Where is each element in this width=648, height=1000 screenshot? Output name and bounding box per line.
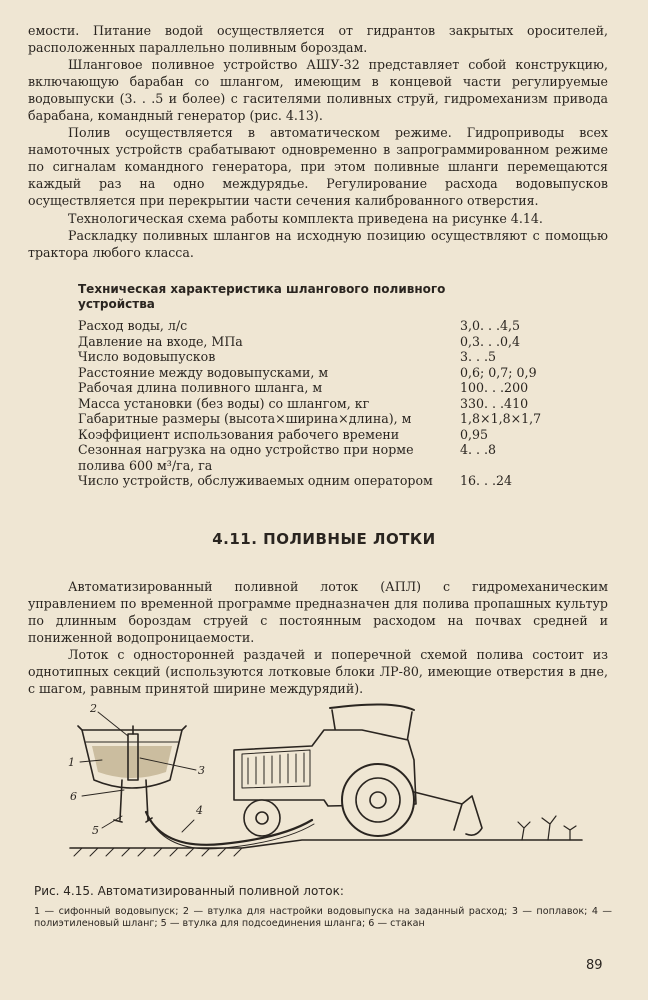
section-heading: 4.11. ПОЛИВНЫЕ ЛОТКИ: [212, 530, 436, 548]
paragraph-hose-layout: Раскладку поливных шлангов на исходную позицию осуществляют с помощью трактора любого класса.: [28, 228, 608, 260]
paragraph-apl-description: Автоматизированный поливной лоток (АПЛ) с гидромеханическим управлением по временной программе предназначен для полива пропашных культур по длинным бороздам струей с постоянным расходом на почвах средней и пониженной водопроницаемости.: [28, 579, 608, 645]
spec-row: [78, 473, 618, 489]
crop-plants: [518, 816, 576, 840]
spec-label: Сезонная нагрузка на одно устройство при норме полива 600 м³/га, га: [78, 442, 414, 473]
soil-hatching: [74, 848, 242, 856]
ground-line: [70, 840, 582, 848]
label-3: 3: [198, 764, 205, 777]
tractor: [234, 704, 482, 836]
spec-value: 3. . .5: [460, 349, 497, 364]
spec-label: Число водовыпусков: [78, 349, 216, 364]
spec-row: [78, 318, 618, 334]
paragraph-ashu-description: Шланговое поливное устройство АШУ-32 представляет собой конструкцию, включающую барабан со шлангом, имеющим в концевой части регулируемые водовыпуски (3. . .5 и более) с гасителями поливных струй, гидромеханизм привода барабана, командный генератор (рис. 4.13).: [28, 57, 608, 123]
spec-row: [78, 349, 618, 365]
paragraph-automatic-mode: Полив осуществляется в автоматическом режиме. Гидроприводы всех намоточных устройств срабатывают одновременно в запрограммированном режиме по сигналам командного генератора, при этом поливные шланги перемещаются каждый раз на одно междурядье. Регулирование расхода водовыпусков осуществляется при перекрытии части сечения калиброванного отверстия.: [28, 125, 608, 208]
label-6: 6: [70, 790, 77, 803]
spec-row: [78, 427, 618, 443]
spec-row: [78, 334, 618, 350]
spec-row: [78, 442, 618, 473]
specs-title: Техническая характеристика шлангового поливного устройства: [78, 282, 446, 311]
spec-label: Коэффициент использования рабочего времени: [78, 426, 400, 442]
spec-value: 16. . .24: [460, 473, 513, 488]
paragraph-intro: емости. Питание водой осуществляется от гидрантов закрытых оросителей, расположенных параллельно поливным бороздам.: [28, 23, 608, 55]
paragraph-scheme-reference: Технологическая схема работы комплекта приведена на рисунке 4.14.: [68, 211, 543, 226]
spec-value: 0,6; 0,7; 0,9: [460, 364, 537, 380]
hose: [146, 812, 312, 845]
label-1: 1: [68, 756, 75, 769]
spec-label: Рабочая длина поливного шланга, м: [78, 380, 323, 395]
paragraph-apl-structure: Лоток с односторонней раздачей и поперечной схемой полива состоит из однотипных секций (используются лотковые блоки ЛР-80, имеющие отверстия в дне, с шагом, равным принятой ширине междурядий).: [28, 647, 608, 696]
spec-label: Расход воды, л/с: [78, 318, 188, 333]
specs-table: [78, 318, 618, 489]
spec-value: 1,8×1,8×1,7: [460, 411, 542, 426]
spec-row: [78, 365, 618, 381]
spec-value: 330. . .410: [460, 395, 529, 411]
spec-label: Габаритные размеры (высота×ширина×длина), м: [78, 411, 412, 426]
spec-value: 0,95: [460, 426, 489, 442]
spec-row: [78, 380, 618, 396]
spec-value: 0,3. . .0,4: [460, 333, 521, 349]
spec-value: 3,0. . .4,5: [460, 318, 521, 333]
figure-caption: Рис. 4.15. Автоматизированный поливной лоток:: [34, 884, 344, 898]
spec-value: 4. . .8: [460, 442, 497, 457]
label-2: 2: [90, 702, 97, 715]
spec-value: 100. . .200: [460, 380, 529, 395]
spec-row: [78, 411, 618, 427]
page-number: 89: [586, 958, 603, 973]
label-4: 4: [196, 804, 203, 817]
label-5: 5: [92, 824, 99, 837]
spec-label: Расстояние между водовыпусками, м: [78, 364, 329, 380]
spec-label: Масса установки (без воды) со шлангом, кг: [78, 395, 370, 411]
trough: [78, 726, 186, 788]
spec-label: Давление на входе, МПа: [78, 333, 243, 349]
figure-irrigation-trough: [62, 700, 592, 875]
figure-legend: 1 — сифонный водовыпуск; 2 — втулка для настройки водовыпуска на заданный расход; 3 — поплавок; 4 — полиэтиленовый шланг; 5 — втулка для подсоединения шланга; 6 — стакан: [34, 906, 612, 929]
spec-label: Число устройств, обслуживаемых одним оператором: [78, 473, 433, 488]
spec-row: [78, 396, 618, 412]
